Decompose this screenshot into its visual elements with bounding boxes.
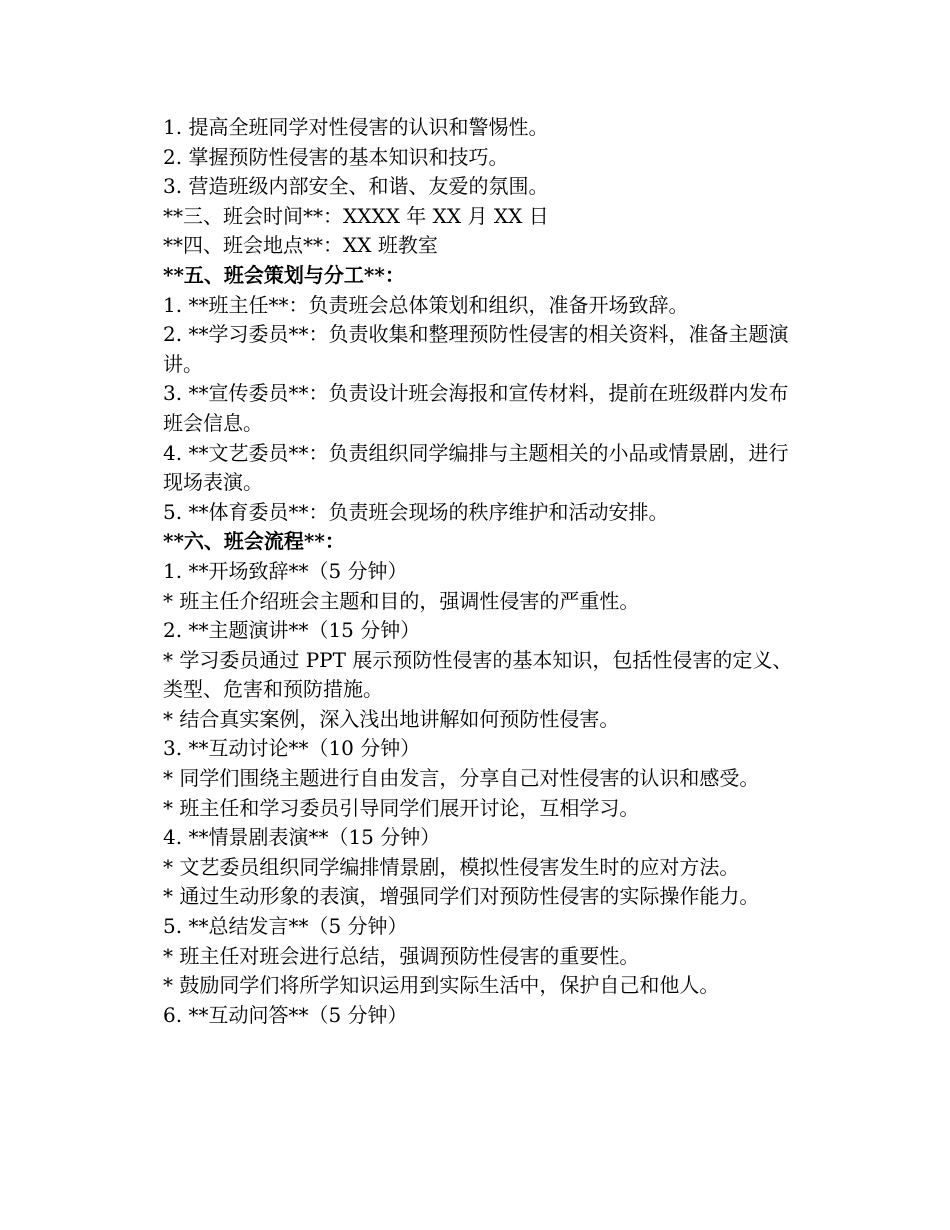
text-line: 5. **体育委员**：负责班会现场的秩序维护和活动安排。 (163, 499, 669, 524)
text-line: * 同学们围绕主题进行自由发言，分享自己对性侵害的认识和感受。 (163, 766, 760, 791)
text-line: 4. **文艺委员**：负责组织同学编排与主题相关的小品或情景剧，进行现场表演。 (163, 440, 789, 495)
text-line: 2. **主题演讲**（15 分钟） (163, 618, 421, 643)
text-line: 1. 提高全班同学对性侵害的认识和警惕性。 (163, 115, 549, 139)
text-line: 3. **宣传委员**：负责设计班会海报和宣传材料，提前在班级群内发布班会信息。 (163, 381, 789, 435)
text-line: 3. 营造班级内部安全、和谐、友爱的氛围。 (163, 174, 549, 199)
section-heading: **六、班会流程**： (163, 529, 345, 554)
text-line: 3. **互动讨论**（10 分钟） (163, 736, 421, 761)
text-line: **四、班会地点**：XX 班教室 (163, 233, 438, 258)
text-line: * 班主任介绍班会主题和目的，强调性侵害的严重性。 (163, 588, 640, 613)
text-line: 1. **开场致辞**（5 分钟） (163, 558, 408, 583)
document-body (163, 113, 803, 1030)
text-line: * 班主任对班会进行总结，强调预防性侵害的重要性。 (163, 943, 640, 968)
text-line: 2. **学习委员**：负责收集和整理预防性侵害的相关资料，准备主题演讲。 (163, 322, 789, 376)
text-line: 5. **总结发言**（5 分钟） (163, 914, 408, 939)
text-line: * 通过生动形象的表演，增强同学们对预防性侵害的实际操作能力。 (163, 884, 760, 909)
text-line: 1. **班主任**：负责班会总体策划和组织，准备开场致辞。 (163, 292, 689, 317)
text-line: 6. **互动问答**（5 分钟） (163, 1002, 408, 1027)
text-line: * 鼓励同学们将所学知识运用到实际生活中，保护自己和他人。 (163, 973, 720, 998)
text-line: * 结合真实案例，深入浅出地讲解如何预防性侵害。 (163, 706, 620, 731)
text-line: 4. **情景剧表演**（15 分钟） (163, 825, 441, 850)
text-line: **三、班会时间**：XXXX 年 XX 月 XX 日 (163, 203, 549, 228)
text-line: * 学习委员通过 PPT 展示预防性侵害的基本知识，包括性侵害的定义、类型、危害和预防措施。 (163, 647, 793, 702)
section-heading: **五、班会策划与分工**： (163, 262, 405, 287)
text-line: * 班主任和学习委员引导同学们展开讨论，互相学习。 (163, 795, 640, 820)
text-line: * 文艺委员组织同学编排情景剧，模拟性侵害发生时的应对方法。 (163, 854, 740, 879)
text-line: 2. 掌握预防性侵害的基本知识和技巧。 (163, 144, 509, 169)
